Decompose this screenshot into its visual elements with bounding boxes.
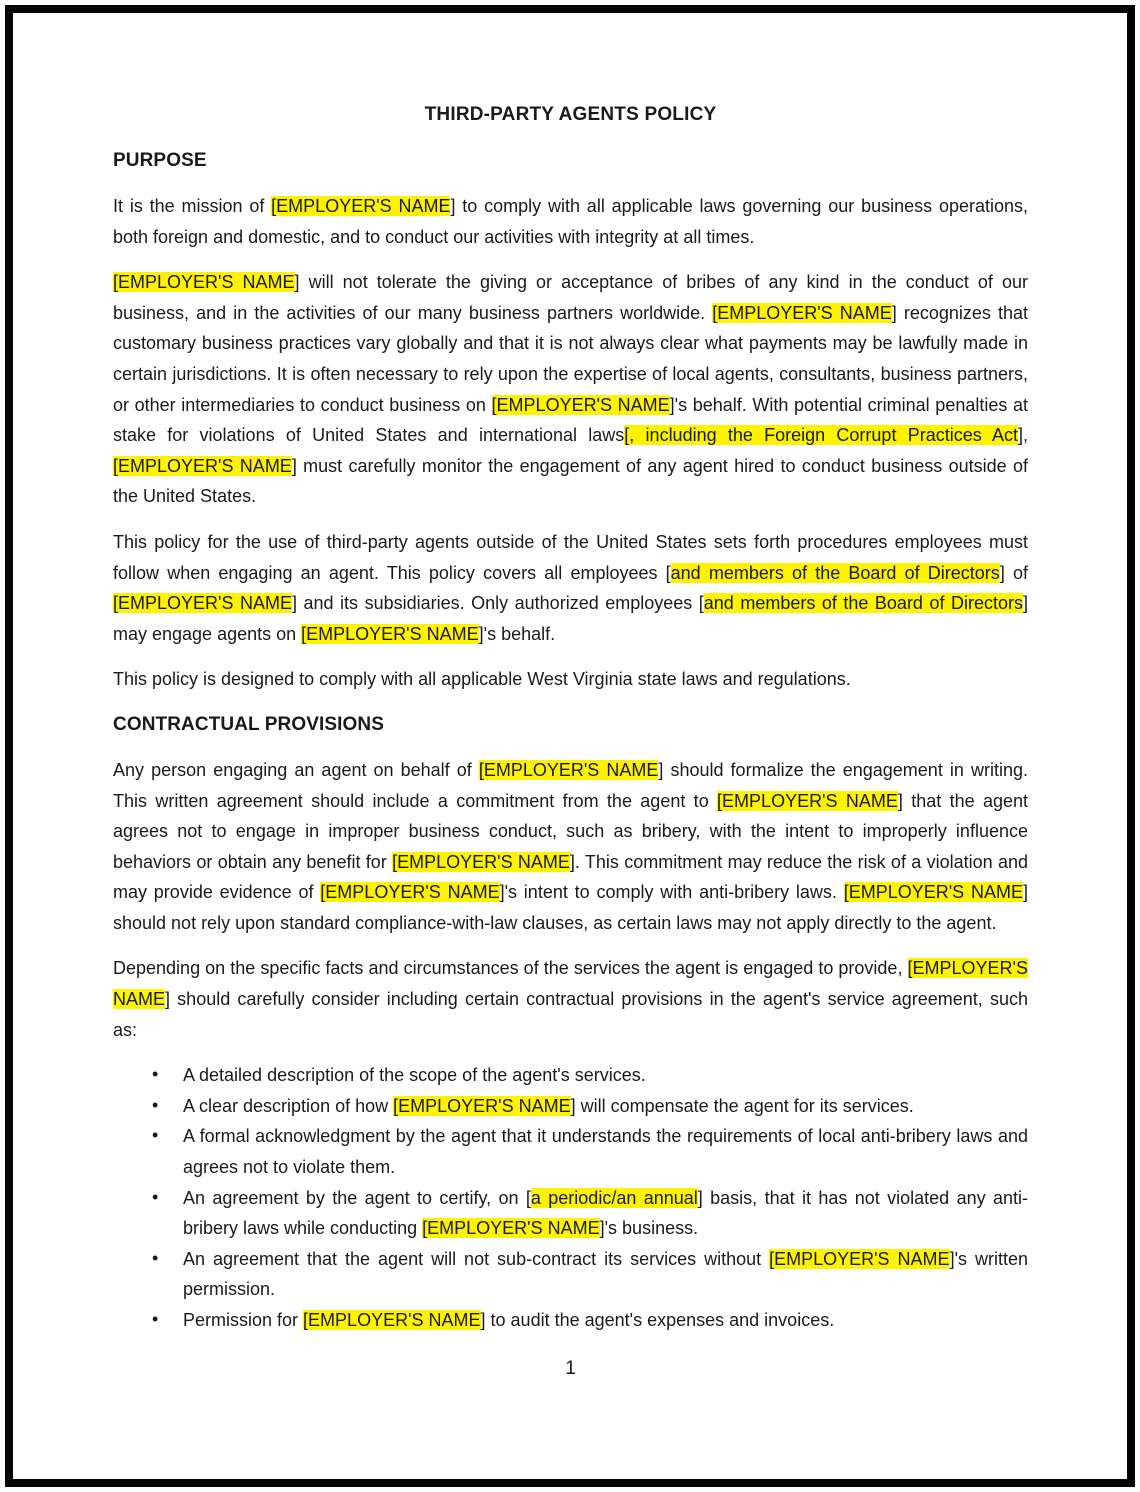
highlighted-text: [EMPLOYER'S NAME — [717, 790, 898, 811]
text-run: ]'s written permission. — [183, 1248, 1028, 1300]
bullet-icon: • — [152, 1064, 159, 1085]
text-run: Permission for — [183, 1310, 304, 1330]
text-run: ] of — [999, 562, 1028, 583]
text-run: ] and its subsidiaries. Only authorized employees [ — [292, 593, 704, 614]
highlighted-text: [EMPLOYER'S NAME — [843, 882, 1023, 903]
highlighted-text: [EMPLOYER'S NAME — [113, 593, 292, 614]
paragraph-written-agreement — [113, 755, 1028, 939]
document-content — [113, 100, 1028, 1384]
highlighted-text: [EMPLOYER'S NAME — [113, 272, 295, 293]
text-run: This policy for the use of third-party agents outside of the United States sets forth procedures employees must follow when engaging an agent. This policy covers all employees [ — [113, 531, 1028, 583]
bullet-item — [113, 1244, 1028, 1305]
highlighted-text: [EMPLOYER'S NAME — [712, 302, 892, 323]
highlighted-text: [, including the Foreign Corrupt Practices Act — [624, 425, 1018, 446]
highlighted-text: [EMPLOYER'S NAME — [113, 958, 1028, 1010]
text-run: ] will not tolerate the giving or acceptance of bribes of any kind in the conduct of our business, and in the activities of our many business partners worldwide. — [113, 272, 1028, 323]
text-run: Any person engaging an agent on behalf of — [113, 759, 479, 780]
text-run: ] that the agent agrees not to engage in improper business conduct, such as bribery, with the intent to improperly influence behaviors or obtain any benefit for — [113, 790, 1028, 872]
highlighted-text: and members of the Board of Directors — [703, 593, 1023, 614]
text-run: ] should formalize the engagement in writing. This written agreement should include a commitment from the agent to — [113, 759, 1028, 811]
text-run: ] should not rely upon standard compliance-with-law clauses, as certain laws may not apply directly to the agent. — [113, 882, 1029, 933]
text-run: Depending on the specific facts and circumstances of the services the agent is engaged to provide, — [113, 958, 908, 979]
text-run: ], — [1018, 425, 1029, 446]
text-run: ] basis, that it has not violated any anti-bribery laws while conducting — [183, 1187, 1028, 1239]
text-run: ] will compensate the agent for its services. — [570, 1095, 914, 1116]
text-run: An agreement that the agent will not sub-contract its services without — [183, 1248, 770, 1269]
bullet-text — [183, 1126, 1028, 1177]
highlighted-text: [EMPLOYER'S NAME — [303, 1310, 481, 1330]
text-run: A clear description of how — [183, 1095, 394, 1116]
text-run: It is the mission of — [113, 196, 272, 216]
highlighted-text: [EMPLOYER'S NAME — [491, 394, 670, 415]
highlighted-text: [EMPLOYER'S NAME — [478, 759, 659, 780]
highlighted-text: [EMPLOYER'S NAME — [320, 882, 500, 903]
highlighted-text: [EMPLOYER'S NAME — [392, 851, 570, 872]
bullet-text — [183, 1310, 834, 1330]
text-run: ]. This commitment may reduce the risk of a violation and may provide evidence of — [113, 851, 1028, 903]
bullet-item — [113, 1183, 1028, 1244]
text-run: An agreement by the agent to certify, on [ — [183, 1187, 531, 1208]
text-run: ]'s behalf. With potential criminal penalties at stake for violations of United States and international laws — [113, 394, 1028, 446]
text-run: A detailed description of the scope of the agent's services. — [183, 1065, 646, 1086]
text-run: A formal acknowledgment by the agent that it understands the requirements of local anti-bribery laws and agrees not to violate them. — [183, 1126, 1028, 1178]
bullet-list — [113, 1060, 1028, 1335]
text-run: ]'s intent to comply with anti-bribery laws. — [499, 882, 844, 903]
text-run: ] to comply with all applicable laws governing our business operations, both foreign and domestic, and to conduct our activities with integrity at all times. — [113, 196, 1028, 247]
bullet-text — [183, 1065, 646, 1085]
paragraph-depending-facts — [113, 953, 1028, 1045]
text-run: ] should carefully consider including certain contractual provisions in the agent's service agreement, such as: — [113, 989, 1028, 1040]
highlighted-text: [EMPLOYER'S NAME — [271, 196, 451, 216]
bullet-text — [183, 1249, 1028, 1300]
page-number: 1 — [565, 1357, 576, 1379]
section-heading-contractual-provisions: CONTRACTUAL PROVISIONS — [113, 713, 385, 735]
text-run: ] to audit the agent's expenses and invoices. — [480, 1310, 835, 1330]
bullet-item — [113, 1121, 1028, 1182]
bullet-icon: • — [152, 1125, 159, 1146]
paragraph-no-tolerance — [113, 267, 1028, 512]
text-run: ] may engage agents on — [113, 593, 1029, 644]
bullet-text — [183, 1188, 1028, 1239]
bullet-icon: • — [152, 1094, 159, 1115]
bullet-text — [183, 1096, 914, 1116]
highlighted-text: a periodic/an annual — [530, 1187, 698, 1208]
bullet-item — [113, 1060, 1028, 1091]
highlighted-text: [EMPLOYER'S NAME — [393, 1095, 571, 1116]
paragraph-policy-scope — [113, 527, 1028, 649]
paragraph-mission — [113, 191, 1028, 252]
bullet-item — [113, 1091, 1028, 1122]
bullet-item — [113, 1305, 1028, 1336]
highlighted-text: [EMPLOYER'S NAME — [769, 1248, 950, 1269]
text-run: ]'s behalf. — [478, 623, 556, 644]
text-run: ] must carefully monitor the engagement of any agent hired to conduct business outside of the United States. — [113, 455, 1028, 507]
section-heading-purpose: PURPOSE — [113, 150, 207, 171]
highlighted-text: [EMPLOYER'S NAME — [113, 455, 292, 476]
highlighted-text: [EMPLOYER'S NAME — [301, 623, 479, 644]
text-run: ] recognizes that customary business practices vary globally and that it is not always clear what payments may be lawfully made in certain jurisdictions. It is often necessary to rely upon the expertise of local agents, consultants, business partners, or other intermediaries to conduct business on — [113, 302, 1028, 415]
highlighted-text: and members of the Board of Directors — [670, 562, 1000, 583]
bullet-icon: • — [152, 1247, 159, 1268]
bullet-icon: • — [152, 1309, 159, 1329]
text-run: This policy is designed to comply with all applicable West Virginia state laws and regulations. — [113, 669, 851, 690]
document-title: THIRD-PARTY AGENTS POLICY — [424, 104, 717, 125]
text-run: ]'s business. — [599, 1218, 699, 1239]
bullet-icon: • — [152, 1186, 159, 1207]
paragraph-state-law — [113, 664, 1028, 695]
highlighted-text: [EMPLOYER'S NAME — [422, 1218, 600, 1239]
